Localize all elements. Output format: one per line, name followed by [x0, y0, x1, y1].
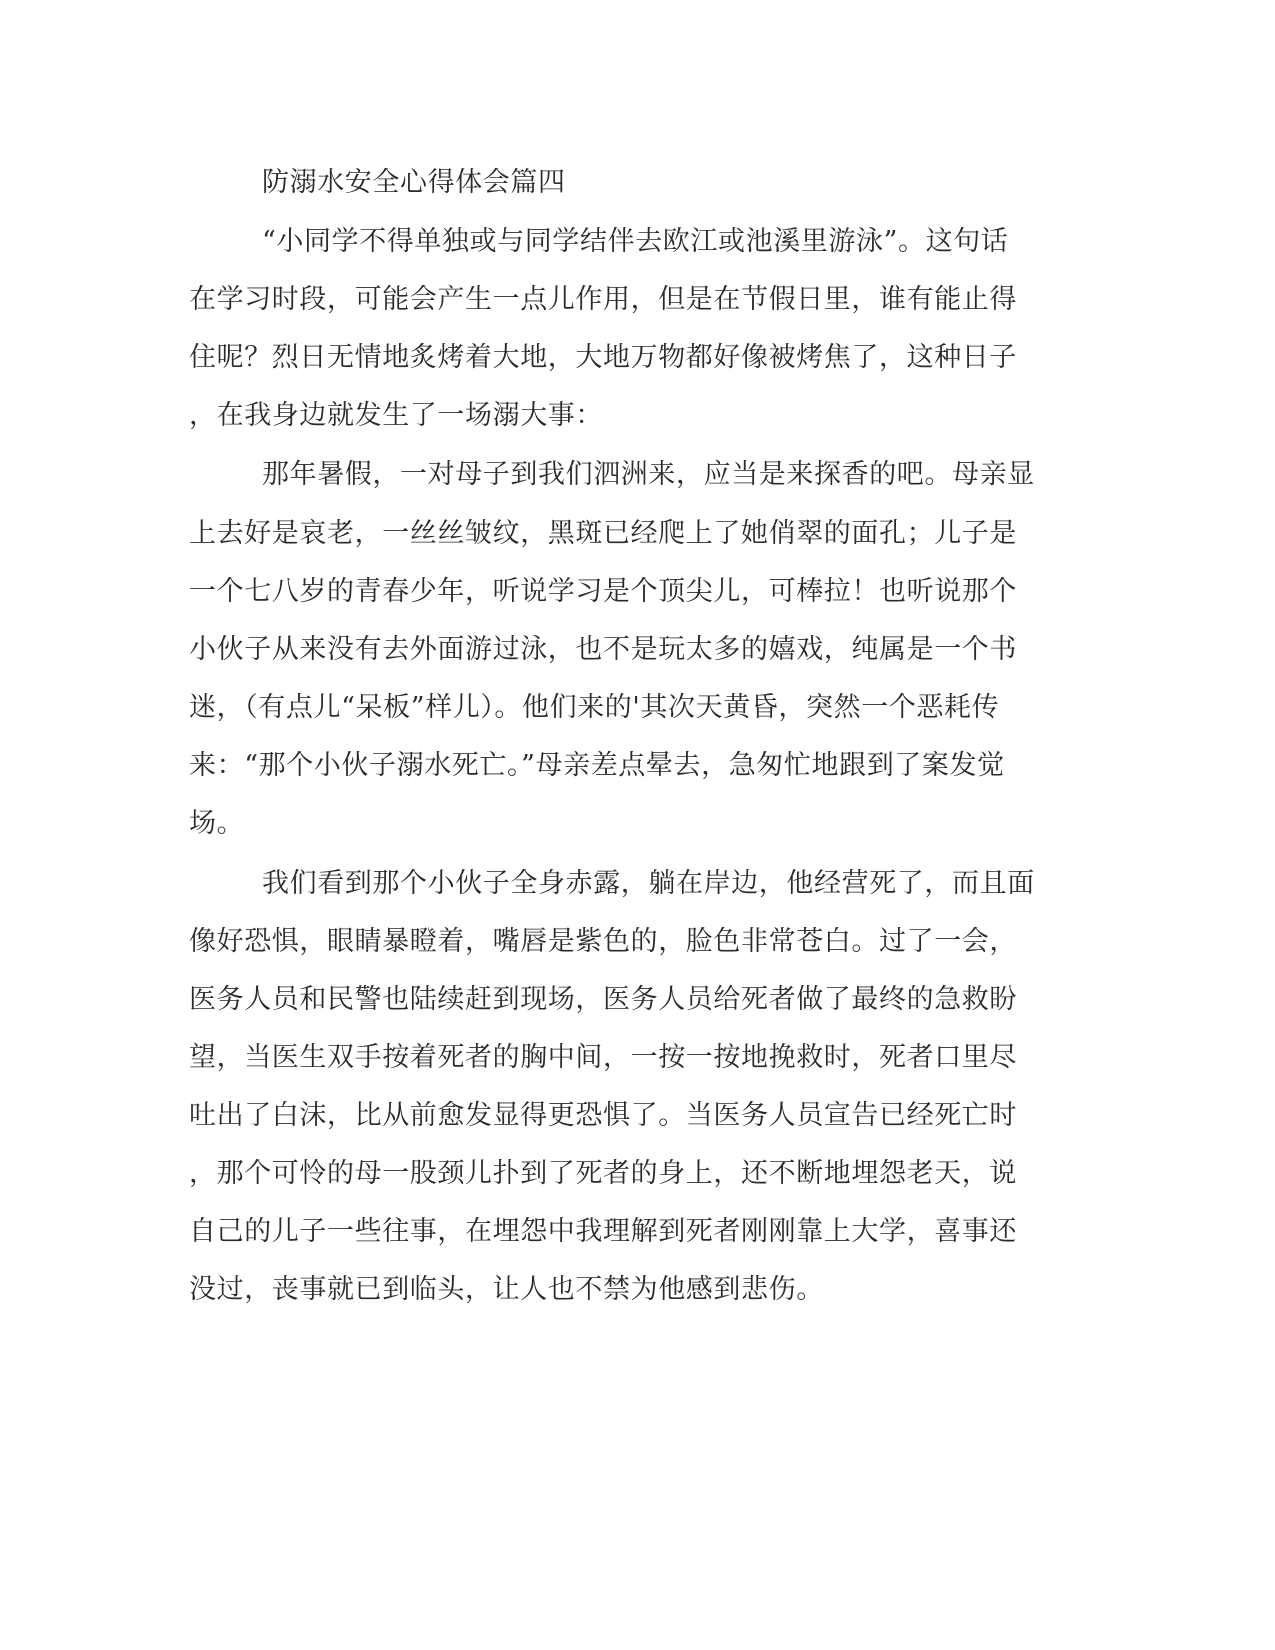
text-line: 住呢？烈日无情地炙烤着大地，大地万物都好像被烤焦了，这种日子 — [189, 342, 1017, 373]
text-line: 上去好是哀老，一丝丝皱纹，黑斑已经爬上了她俏翠的面孔；儿子是 — [189, 518, 1017, 549]
text-line: ，在我身边就发生了一场溺大事： — [189, 400, 603, 431]
text-line: 我们看到那个小伙子全身赤露，躺在岸边，他经营死了，而且面 — [262, 868, 1035, 899]
text-line: 迷，（有点儿“呆板”样儿）。他们来的'其次天黄昏，突然一个恶耗传 — [189, 692, 1000, 723]
text-line: 望，当医生双手按着死者的胸中间，一按一按地挽救时，死者口里尽 — [189, 1042, 1017, 1073]
text-line: 没过，丧事就已到临头，让人也不禁为他感到悲伤。 — [189, 1274, 824, 1305]
text-line: 来：“那个小伙子溺水死亡。”母亲差点晕去，急匆忙地跟到了案发觉 — [189, 750, 1005, 781]
text-line: 小伙子从来没有去外面游过泳，也不是玩太多的嬉戏，纯属是一个书 — [189, 634, 1017, 665]
text-line: ，那个可怜的母一股颈儿扑到了死者的身上，还不断地埋怨老天，说 — [189, 1158, 1017, 1189]
text-line: 像好恐惧，眼睛暴瞪着，嘴唇是紫色的，脸色非常苍白。过了一会， — [189, 926, 1017, 957]
text-line: 吐出了白沫，比从前愈发显得更恐惧了。当医务人员宣告已经死亡时 — [189, 1100, 1017, 1131]
text-line: “小同学不得单独或与同学结伴去欧江或池溪里游泳”。这句话 — [262, 226, 1009, 257]
document-title: 防溺水安全心得体会篇四 — [262, 167, 566, 198]
text-line: 那年暑假，一对母子到我们泗洲来，应当是来探香的吧。母亲显 — [262, 459, 1035, 490]
text-line: 一个七八岁的青春少年，听说学习是个顶尖儿，可棒拉！也听说那个 — [189, 576, 1017, 607]
text-line: 医务人员和民警也陆续赶到现场，医务人员给死者做了最终的急救盼 — [189, 984, 1017, 1015]
text-line: 场。 — [189, 808, 245, 839]
text-line: 自己的儿子一些往事，在埋怨中我理解到死者刚刚靠上大学，喜事还 — [189, 1216, 1017, 1247]
text-line: 在学习时段，可能会产生一点儿作用，但是在节假日里，谁有能止得 — [189, 284, 1017, 315]
